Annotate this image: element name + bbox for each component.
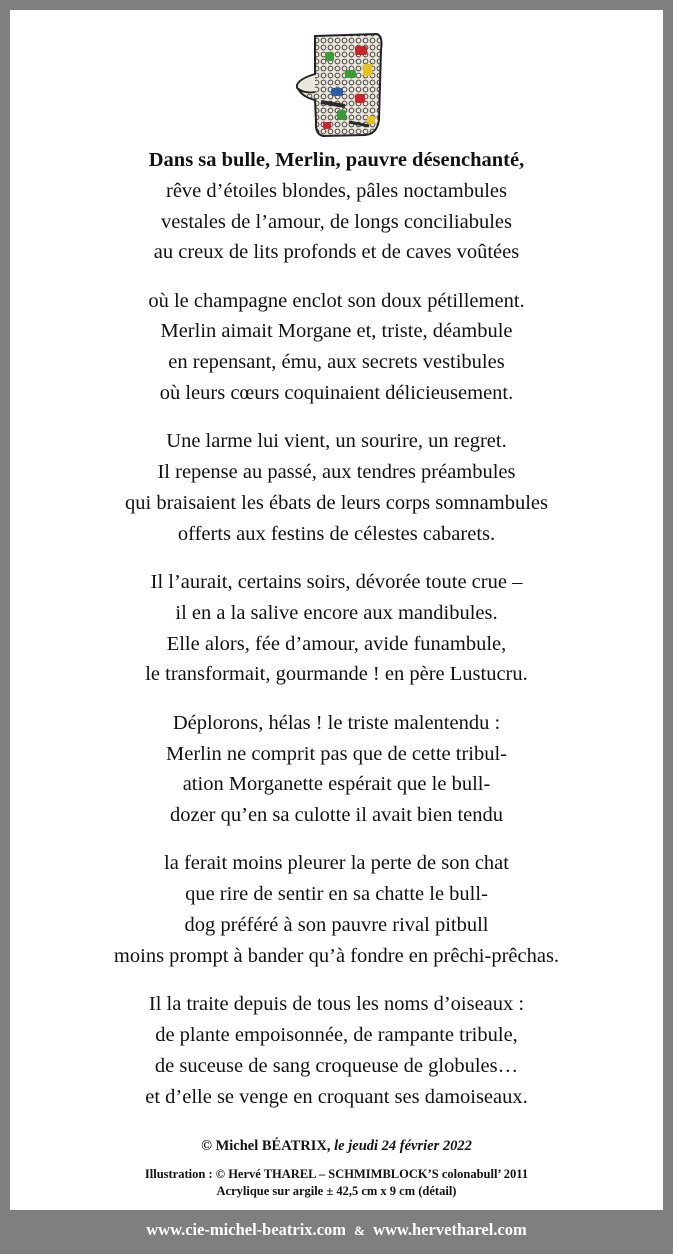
poem-line: qui braisaient les ébats de leurs corps somnambules [125, 491, 548, 514]
poem-line: il en a la salive encore aux mandibules. [175, 601, 498, 624]
poem-line: et d’elle se venge en croquant ses damoiseaux. [145, 1085, 528, 1108]
poem [10, 145, 663, 1130]
credits [10, 1136, 663, 1200]
illustration-credit-line2: Acrylique sur argile ± 42,5 cm x 9 cm (détail) [216, 1184, 457, 1198]
poem-line: de plante empoisonnée, de rampante tribule, [155, 1023, 518, 1046]
poem-line: Il repense au passé, aux tendres préambules [157, 461, 516, 484]
poem-line: en repensant, ému, aux secrets vestibules [168, 351, 505, 374]
poem-line: ation Morganette espérait que le bull- [182, 773, 491, 796]
footer-separator: & [354, 1223, 365, 1238]
poem-line: Il l’aurait, certains soirs, dévorée toute crue – [150, 571, 523, 594]
copyright-author: © Michel BÉATRIX, [201, 1138, 331, 1154]
stanza-5 [10, 708, 663, 831]
stanza-6 [10, 848, 663, 971]
poem-line: Elle alors, fée d’amour, avide funambule, [166, 632, 507, 655]
stanza-7 [10, 989, 663, 1112]
website-link-hervetharel[interactable]: www.hervetharel.com [373, 1220, 527, 1239]
illustration-credit [10, 1166, 663, 1200]
stanza-3 [10, 426, 663, 549]
poem-line: au creux de lits profonds et de caves voûtées [153, 241, 520, 264]
poem-line: Merlin aimait Morgane et, triste, déambule [160, 320, 513, 343]
footer-links [0, 1218, 673, 1243]
poem-line: que rire de sentir en sa chatte le bull- [185, 883, 488, 906]
poem-line: Dans sa bulle, Merlin, pauvre désenchanté, [148, 149, 525, 171]
illustration-credit-line1: Illustration : © Hervé THAREL – SCHMIMBLOCK’S colonabull’ 2011 [144, 1167, 529, 1181]
stanza-2 [10, 286, 663, 409]
poem-line: offerts aux festins de célestes cabarets. [177, 522, 496, 545]
poem-line: Déplorons, hélas ! le triste malentendu : [172, 711, 501, 734]
poem-line: Merlin ne comprit pas que de cette tribul- [166, 742, 507, 765]
poem-line: de suceuse de sang croqueuse de globules… [154, 1054, 519, 1077]
poem-line: le transformait, gourmande ! en père Lustucru. [145, 663, 528, 686]
poem-line: Il la traite depuis de tous les noms d’oiseaux : [148, 993, 525, 1016]
poem-line: vestales de l’amour, de longs conciliabules [161, 210, 512, 233]
copyright-date: le jeudi 24 février 2022 [334, 1138, 472, 1154]
poem-line: moins prompt à bander qu’à fondre en prêchi-prêchas. [113, 944, 560, 967]
poem-line: la ferait moins pleurer la perte de son chat [164, 852, 509, 875]
poem-line: où le champagne enclot son doux pétillement. [148, 289, 525, 312]
ceramic-head-sculpture-icon [285, 30, 395, 138]
poem-line: où leurs cœurs coquinaient délicieusement. [159, 382, 514, 405]
poem-line: dog préféré à son pauvre rival pitbull [184, 914, 489, 937]
poem-line: dozer qu’en sa culotte il avait bien tendu [169, 804, 503, 827]
poem-line: rêve d’étoiles blondes, pâles noctambules [166, 179, 507, 202]
copyright-line [10, 1136, 663, 1156]
poem-line: Une larme lui vient, un sourire, un regret. [166, 430, 507, 453]
poem-card [10, 10, 663, 1210]
website-link-cie-michel-beatrix[interactable]: www.cie-michel-beatrix.com [146, 1220, 346, 1239]
stanza-4 [10, 567, 663, 690]
stanza-1 [10, 145, 663, 268]
